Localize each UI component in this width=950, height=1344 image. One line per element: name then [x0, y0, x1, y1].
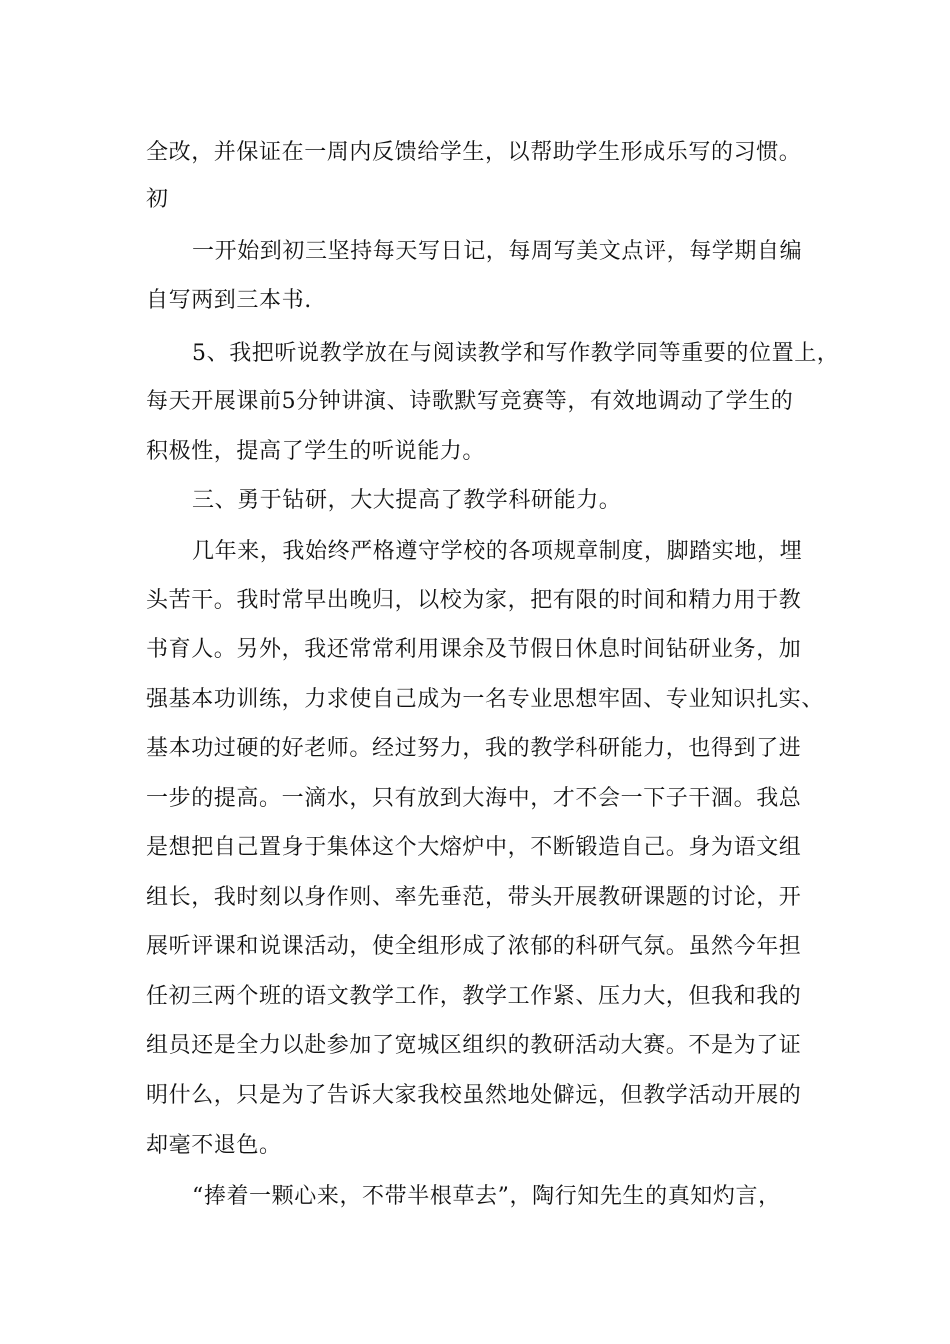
paragraph-first-line: 几年来，我始终严格遵守学校的各项规章制度，脚踏实地，埋 — [192, 539, 803, 564]
text-line: 却毫不退色。 — [146, 1133, 282, 1158]
text-line: 初 — [146, 187, 169, 212]
text-line: 是想把自己置身于集体这个大熔炉中，不断锻造自己。身为语文组 — [146, 835, 802, 860]
text-line: 组员还是全力以赴参加了宽城区组织的教研活动大赛。不是为了证 — [146, 1033, 802, 1058]
text-line: 基本功过硬的好老师。经过努力，我的教学科研能力，也得到了进 — [146, 736, 802, 761]
paragraph-first-line: “捧着一颗心来，不带半根草去”，陶行知先生的真知灼言， — [192, 1184, 781, 1209]
section-heading: 三、勇于钻研，大大提高了教学科研能力。 — [192, 488, 622, 513]
text-line: 任初三两个班的语文教学工作，教学工作紧、压力大，但我和我的 — [146, 984, 802, 1009]
paragraph-first-line: 5、我把听说教学放在与阅读教学和写作教学同等重要的位置上， — [192, 341, 840, 366]
text-line: 一步的提高。一滴水，只有放到大海中，才不会一下子干涸。我总 — [146, 786, 802, 811]
text-line: 全改，并保证在一周内反馈给学生，以帮助学生形成乐写的习惯。 — [146, 140, 802, 165]
text-line: 每天开展课前5分钟讲演、诗歌默写竞赛等，有效地调动了学生的 — [146, 389, 794, 414]
text-line: 积极性，提高了学生的听说能力。 — [146, 439, 486, 464]
text-line: 组长，我时刻以身作则、率先垂范，带头开展教研课题的讨论，开 — [146, 885, 802, 910]
text-line: 明什么，只是为了告诉大家我校虽然地处僻远，但教学活动开展的 — [146, 1083, 802, 1108]
text-line: 展听评课和说课活动，使全组形成了浓郁的科研气氛。虽然今年担 — [146, 934, 802, 959]
text-line: 头苦干。我时常早出晚归，以校为家，把有限的时间和精力用于教 — [146, 588, 802, 613]
paragraph-first-line: 一开始到初三坚持每天写日记，每周写美文点评，每学期自编 — [192, 239, 803, 264]
text-line: 书育人。另外，我还常常利用课余及节假日休息时间钻研业务，加 — [146, 637, 802, 662]
text-line: 自写两到三本书. — [146, 288, 312, 313]
text-line: 强基本功训练，力求使自己成为一名专业思想牢固、专业知识扎实、 — [146, 687, 825, 712]
